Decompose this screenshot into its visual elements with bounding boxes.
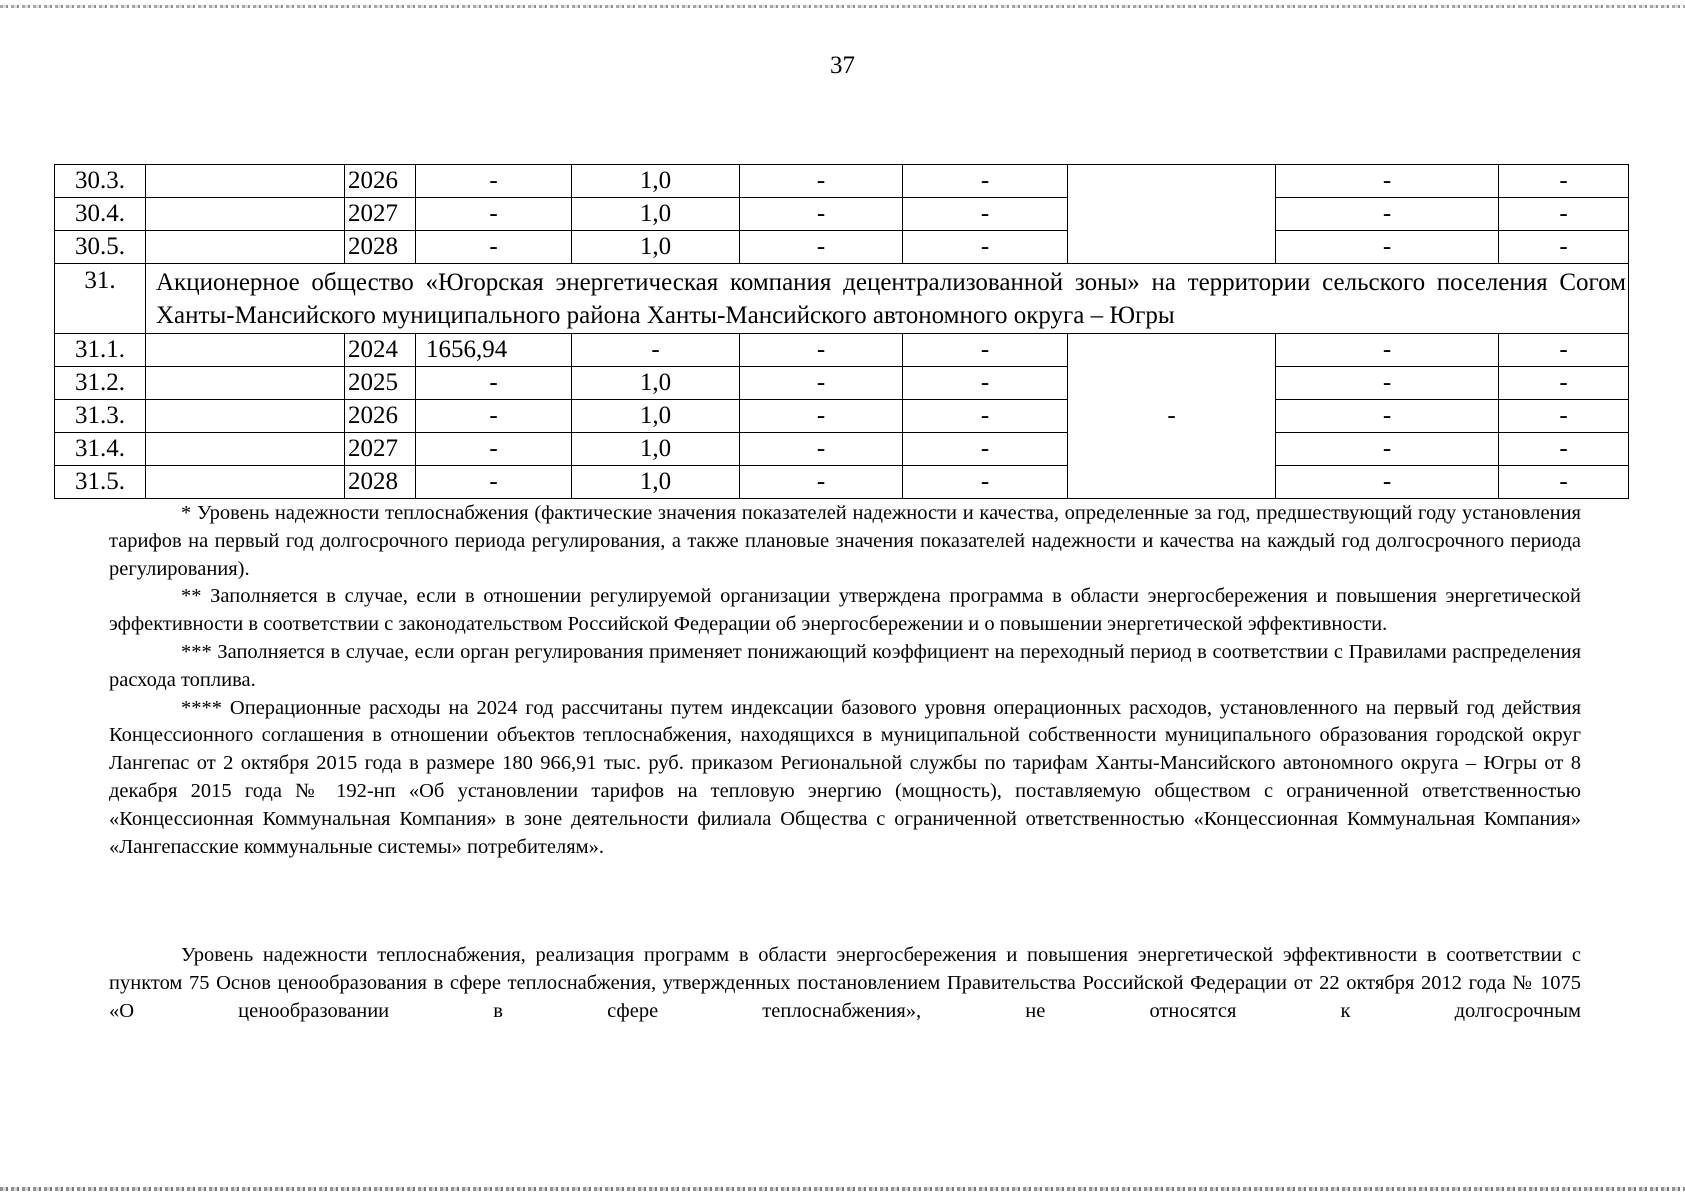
year-cell: 2025	[345, 367, 416, 400]
table-row	[55, 231, 1629, 264]
footnote-4: **** Операционные расходы на 2024 год рассчитаны путем индексации базового уровня операционных расходов, установленного на первый год действия Концессионного соглашения в отношении объектов теплоснабжения, находящихся в муниципальной собственности муниципального образования городской округ Лангепас от 2 октября 2015 года в размере 180 966,91 тыс. руб. приказом Региональной службы по тарифам Ханты-Мансийского автономного округа – Югры от 8 декабря 2015 года № 192-нп «Об установлении тарифов на тепловую энергию (мощность), поставляемую обществом с ограниченной ответственностью «Концессионная Коммунальная Компания» в зоне деятельности филиала Общества с ограниченной ответственностью «Концессионная Коммунальная Компания» «Лангепасские коммунальные системы» потребителям».	[109, 696, 1581, 858]
closing-paragraph: Уровень надежности теплоснабжения, реализация программ в области энергосбережения и повышения энергетической эффективности в соответствии с пунктом 75 Основ ценообразования в сфере теплоснабжения, утвержденных постановлением Правительства Российской Федерации от 22 октября 2012 года № 1075 «О ценообразовании в сфере теплоснабжения», не относятся к долгосрочным	[109, 944, 1581, 1022]
row-number: 31.	[55, 264, 146, 334]
value-cell: -	[416, 198, 572, 231]
value-cell: -	[1499, 231, 1629, 264]
org-cell-empty	[146, 367, 345, 400]
value-cell: 1,0	[572, 165, 740, 198]
value-cell: -	[903, 466, 1068, 499]
merged-cell	[1068, 165, 1276, 264]
org-cell-empty	[146, 231, 345, 264]
value-cell: -	[903, 231, 1068, 264]
value-cell: -	[1276, 367, 1499, 400]
organization-name: Акционерное общество «Югорская энергетическая компания децентрализованной зоны» на территории сельского поселения Согом Ханты-Мансийского муниципального района Ханты-Мансийского автономного округа – Югры	[146, 264, 1629, 334]
table-row	[55, 433, 1629, 466]
footnotes	[109, 500, 1581, 861]
value-cell: 1,0	[572, 231, 740, 264]
year-cell: 2027	[345, 198, 416, 231]
value-cell: -	[1276, 198, 1499, 231]
organization-row	[55, 264, 1629, 334]
value-cell: -	[903, 165, 1068, 198]
value-cell: -	[903, 334, 1068, 367]
value-cell: 1,0	[572, 433, 740, 466]
value-cell: -	[1276, 433, 1499, 466]
value-cell: -	[740, 231, 903, 264]
row-number: 31.3.	[55, 400, 146, 433]
value-cell: -	[903, 198, 1068, 231]
year-cell: 2026	[345, 165, 416, 198]
table-row	[55, 367, 1629, 400]
scan-edge-bottom	[0, 1187, 1685, 1191]
year-cell: 2028	[345, 231, 416, 264]
scan-edge-top	[0, 5, 1685, 8]
value-cell: -	[1499, 165, 1629, 198]
value-cell: -	[1499, 433, 1629, 466]
value-cell: -	[1499, 367, 1629, 400]
year-cell: 2024	[345, 334, 416, 367]
value-cell: -	[1499, 198, 1629, 231]
table-row	[55, 466, 1629, 499]
table-row	[55, 400, 1629, 433]
value-cell: -	[740, 165, 903, 198]
year-cell: 2027	[345, 433, 416, 466]
footnote-3: *** Заполняется в случае, если орган регулирования применяет понижающий коэффициент на переходный период в соответствии с Правилами распределения расхода топлива.	[109, 640, 1581, 691]
row-number: 31.2.	[55, 367, 146, 400]
tariff-parameters-table	[54, 164, 1629, 499]
value-cell: 1,0	[572, 198, 740, 231]
value-cell: -	[1276, 165, 1499, 198]
value-cell: -	[1499, 334, 1629, 367]
table-row	[55, 165, 1629, 198]
merged-value-cell: -	[1068, 334, 1276, 499]
value-cell: -	[572, 334, 740, 367]
footnote-1: * Уровень надежности теплоснабжения (фактические значения показателей надежности и качества, определенные за год, предшествующий году установления тарифов на первый год долгосрочного периода регулирования, а также плановые значения показателей надежности и качества на каждый год долгосрочного периода регулирования).	[109, 502, 1581, 580]
row-number: 30.5.	[55, 231, 146, 264]
value-cell: -	[740, 400, 903, 433]
value-cell: -	[1499, 400, 1629, 433]
value-cell: 1,0	[572, 367, 740, 400]
table-row	[55, 334, 1629, 367]
value-cell: 1656,94	[416, 334, 572, 367]
row-number: 30.3.	[55, 165, 146, 198]
body-text	[109, 942, 1581, 1025]
org-cell-empty	[146, 334, 345, 367]
value-cell: 1,0	[572, 466, 740, 499]
value-cell: -	[416, 433, 572, 466]
value-cell: -	[740, 334, 903, 367]
org-cell-empty	[146, 433, 345, 466]
page-number: 37	[830, 52, 855, 79]
row-number: 31.4.	[55, 433, 146, 466]
value-cell: -	[416, 400, 572, 433]
value-cell: -	[416, 466, 572, 499]
org-cell-empty	[146, 400, 345, 433]
value-cell: -	[1276, 400, 1499, 433]
value-cell: -	[1499, 466, 1629, 499]
row-number: 30.4.	[55, 198, 146, 231]
org-cell-empty	[146, 165, 345, 198]
value-cell: -	[903, 367, 1068, 400]
value-cell: -	[1276, 466, 1499, 499]
year-cell: 2026	[345, 400, 416, 433]
year-cell: 2028	[345, 466, 416, 499]
value-cell: -	[416, 367, 572, 400]
footnote-2: ** Заполняется в случае, если в отношении регулируемой организации утверждена программа в области энергосбережения и повышения энергетической эффективности в соответствии с законодательством Российской Федерации об энергосбережении и о повышении энергетической эффективности.	[109, 585, 1581, 636]
row-number: 31.5.	[55, 466, 146, 499]
value-cell: -	[903, 433, 1068, 466]
org-cell-empty	[146, 198, 345, 231]
value-cell: -	[416, 165, 572, 198]
value-cell: -	[740, 198, 903, 231]
value-cell: -	[740, 367, 903, 400]
table-row	[55, 198, 1629, 231]
value-cell: -	[740, 433, 903, 466]
org-cell-empty	[146, 466, 345, 499]
value-cell: 1,0	[572, 400, 740, 433]
value-cell: -	[416, 231, 572, 264]
value-cell: -	[1276, 231, 1499, 264]
row-number: 31.1.	[55, 334, 146, 367]
value-cell: -	[740, 466, 903, 499]
value-cell: -	[1276, 334, 1499, 367]
value-cell: -	[903, 400, 1068, 433]
